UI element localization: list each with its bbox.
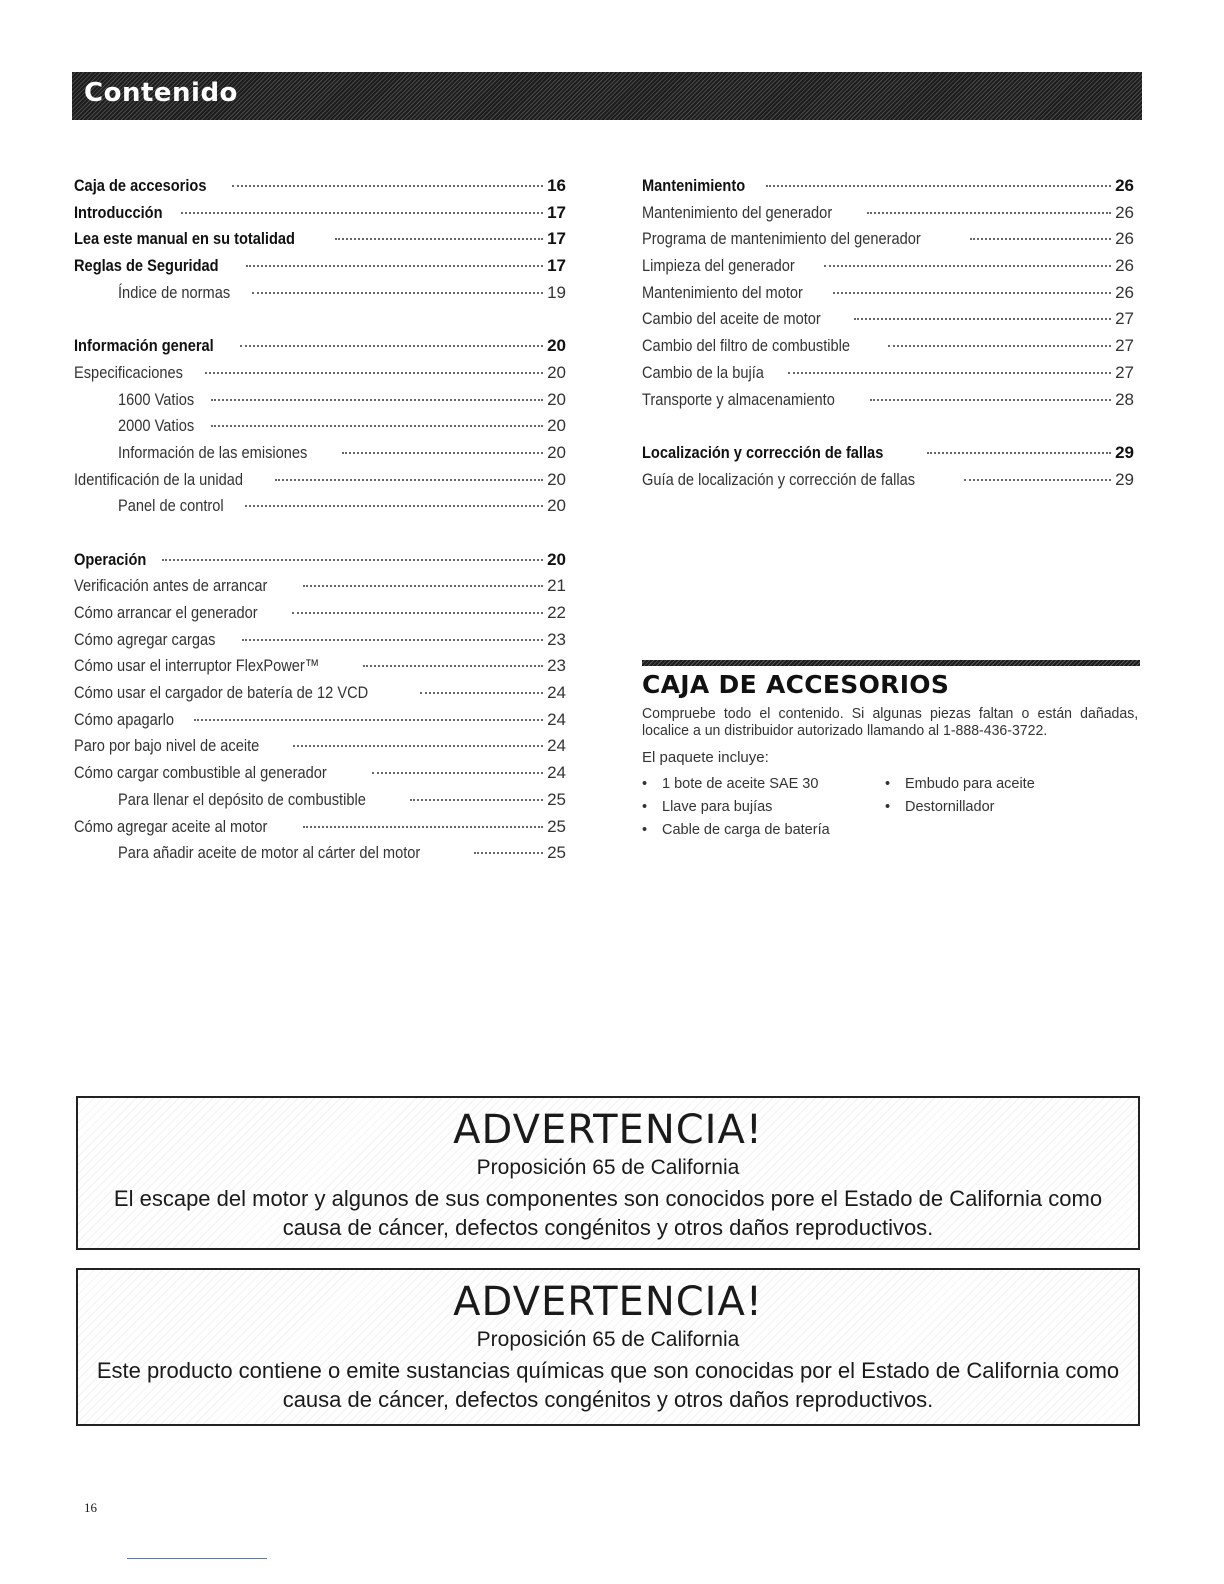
toc-entry-page: 27 <box>1115 309 1134 329</box>
toc-entry <box>74 736 566 763</box>
toc-entry-label: Información de las emisiones <box>118 442 308 462</box>
toc-dot-leader <box>242 639 543 641</box>
toc-dot-leader <box>162 559 543 561</box>
toc-entry-page: 25 <box>547 789 566 809</box>
toc-dot-leader <box>240 345 543 347</box>
toc-entry-label: 2000 Vatios <box>118 416 195 436</box>
warning-heading: ADVERTENCIA! <box>453 1107 763 1153</box>
toc-entry-label: Programa de mantenimiento del generador <box>642 229 921 249</box>
toc-dot-leader <box>420 692 543 694</box>
toc-dot-leader <box>246 265 543 267</box>
toc-entry-page: 24 <box>547 709 566 729</box>
toc-entry-label: Cambio del filtro de combustible <box>642 336 851 356</box>
toc-spacer <box>74 309 566 336</box>
toc-entry <box>74 603 566 630</box>
toc-dot-leader <box>181 212 543 214</box>
toc-entry-page: 23 <box>547 629 566 649</box>
toc-entry-page: 22 <box>547 603 566 622</box>
accessory-text: Compruebe todo el contenido. Si algunas piezas faltan o están dañadas, localice a un distribuidor autorizado llamando al 1-888-436-3722. <box>642 705 1139 739</box>
footer-rule <box>127 1558 267 1559</box>
warning-body <box>78 1356 1138 1414</box>
toc-dot-leader <box>474 852 544 854</box>
toc-entry-label: Cómo apagarlo <box>74 709 174 729</box>
toc-entry <box>74 630 566 657</box>
toc-entry-label: Operación <box>74 549 147 569</box>
toc-entry-page: 24 <box>547 736 566 756</box>
toc-entry <box>642 470 1134 497</box>
toc-entry <box>642 256 1134 283</box>
toc-entry <box>74 843 566 870</box>
toc-entry-page: 27 <box>1115 362 1134 382</box>
warning-line: Este producto contiene o emite sustancias químicas que son conocidas por el Estado de California como <box>96 1358 1120 1383</box>
toc-entry-page: 16 <box>547 176 566 195</box>
toc-dot-leader <box>303 826 543 828</box>
toc-dot-leader <box>970 238 1111 240</box>
toc-dot-leader <box>766 185 1111 187</box>
toc-dot-leader <box>252 292 543 294</box>
toc-entry-label: Especificaciones <box>74 362 183 382</box>
contents-title: Contenido <box>84 78 238 108</box>
toc-entry <box>642 203 1134 230</box>
toc-entry <box>74 710 566 737</box>
toc-entry <box>74 283 566 310</box>
toc-entry-label: Cómo cargar combustible al generador <box>74 763 327 783</box>
toc-dot-leader <box>410 799 543 801</box>
toc-entry <box>642 229 1134 256</box>
toc-entry <box>74 416 566 443</box>
toc-entry-page: 20 <box>547 362 566 382</box>
toc-entry-page: 25 <box>547 843 566 863</box>
toc-dot-leader <box>194 719 543 721</box>
accessory-lists <box>642 776 1140 845</box>
contents-header-bar <box>72 72 1142 120</box>
toc-entry-label: Guía de localización y corrección de fallas <box>642 469 916 489</box>
list-item: • Destornillador <box>885 799 995 815</box>
toc-entry-label: Mantenimiento del motor <box>642 282 803 302</box>
toc-entry-label: Cómo agregar cargas <box>74 629 216 649</box>
toc-entry-page: 26 <box>1115 176 1134 195</box>
accessory-title: CAJA DE ACCESORIOS <box>642 670 950 699</box>
warning-body <box>78 1184 1138 1242</box>
toc-dot-leader <box>245 505 543 507</box>
toc-entry-label: Identificación de la unidad <box>74 469 244 489</box>
toc-entry-page: 20 <box>547 549 566 569</box>
warning-line: causa de cáncer, defectos congénitos y otros daños reproductivos. <box>282 1215 934 1240</box>
toc-entry-page: 23 <box>547 656 566 676</box>
toc-entry-label: Limpieza del generador <box>642 256 795 276</box>
toc-entry-label: Cómo agregar aceite al motor <box>74 816 268 836</box>
toc-entry-page: 25 <box>547 816 566 836</box>
toc-entry-page: 20 <box>547 496 566 516</box>
toc-entry-page: 17 <box>547 256 566 276</box>
list-item: • 1 bote de aceite SAE 30 <box>642 776 819 792</box>
toc-dot-leader <box>788 372 1111 374</box>
toc-entry <box>74 176 566 203</box>
toc-entry-page: 21 <box>547 576 566 596</box>
toc-entry-label: Para añadir aceite de motor al cárter del motor <box>118 843 421 863</box>
toc-dot-leader <box>888 345 1111 347</box>
toc-entry-page: 17 <box>547 202 566 222</box>
toc-entry <box>642 176 1134 203</box>
toc-entry <box>642 390 1134 417</box>
toc-entry-page: 26 <box>1115 202 1134 222</box>
toc-entry <box>642 309 1134 336</box>
toc-entry-label: Transporte y almacenamiento <box>642 389 835 409</box>
toc-dot-leader <box>867 212 1111 214</box>
warning-heading: ADVERTENCIA! <box>453 1279 763 1325</box>
toc-entry-label: Panel de control <box>118 496 224 516</box>
toc-dot-leader <box>363 665 543 667</box>
toc-entry-label: Lea este manual en su totalidad <box>74 229 295 249</box>
toc-entry-page: 20 <box>547 442 566 462</box>
toc-entry <box>74 683 566 710</box>
toc-entry-label: 1600 Vatios <box>118 389 195 409</box>
toc-entry-page: 24 <box>547 763 566 783</box>
toc-entry <box>74 256 566 283</box>
toc-dot-leader <box>205 372 543 374</box>
warning-subheading: Proposición 65 de California <box>476 1328 740 1351</box>
accessory-rule <box>642 660 1140 666</box>
toc-entry-label: Mantenimiento del generador <box>642 202 833 222</box>
toc-entry-label: Información general <box>74 336 214 356</box>
accessory-box-section <box>642 660 1140 845</box>
toc-spacer <box>74 523 566 550</box>
toc-entry <box>74 443 566 470</box>
toc-entry-label: Verificación antes de arrancar <box>74 576 268 596</box>
toc-entry <box>74 817 566 844</box>
toc-entry-label: Localización y corrección de fallas <box>642 442 884 462</box>
toc-entry <box>74 390 566 417</box>
toc-entry-label: Cómo usar el interruptor FlexPower™ <box>74 656 320 676</box>
toc-entry-page: 29 <box>1115 442 1134 462</box>
toc-entry <box>74 229 566 256</box>
toc-left-column <box>74 176 566 870</box>
toc-entry-label: Cómo usar el cargador de batería de 12 VCD <box>74 683 369 703</box>
toc-dot-leader <box>232 185 543 187</box>
toc-entry-label: Índice de normas <box>118 282 231 302</box>
accessory-list-a <box>642 776 885 845</box>
toc-entry-page: 26 <box>1115 282 1134 302</box>
toc-entry <box>74 763 566 790</box>
toc-dot-leader <box>211 399 544 401</box>
toc-entry <box>74 336 566 363</box>
toc-entry <box>74 550 566 577</box>
toc-entry-page: 28 <box>1115 389 1134 409</box>
toc-dot-leader <box>335 238 543 240</box>
toc-entry <box>642 443 1134 470</box>
toc-dot-leader <box>870 399 1111 401</box>
warning-line: causa de cáncer, defectos congénitos y otros daños reproductivos. <box>282 1387 934 1412</box>
toc-dot-leader <box>854 318 1111 320</box>
toc-entry-page: 20 <box>547 389 566 409</box>
toc-dot-leader <box>292 612 544 614</box>
toc-entry-label: Reglas de Seguridad <box>74 256 219 276</box>
toc-entry <box>74 203 566 230</box>
toc-entry-label: Mantenimiento <box>642 176 746 195</box>
list-item: • Cable de carga de batería <box>642 822 830 838</box>
toc-entry-label: Cambio de la bujía <box>642 362 764 382</box>
toc-dot-leader <box>293 745 543 747</box>
accessory-list-b <box>885 776 1035 845</box>
toc-entry <box>74 363 566 390</box>
toc-entry-label: Para llenar el depósito de combustible <box>118 789 366 809</box>
toc-entry-page: 20 <box>547 416 566 436</box>
toc-right-column <box>642 176 1134 496</box>
toc-dot-leader <box>211 425 544 427</box>
toc-spacer <box>642 416 1134 443</box>
toc-entry-label: Introducción <box>74 202 163 222</box>
warning-box-2 <box>76 1268 1140 1426</box>
toc-dot-leader <box>927 452 1111 454</box>
toc-entry-label: Paro por bajo nivel de aceite <box>74 736 260 756</box>
toc-entry-label: Cambio del aceite de motor <box>642 309 821 329</box>
toc-dot-leader <box>342 452 543 454</box>
page-number: 16 <box>84 1500 97 1515</box>
toc-entry <box>74 790 566 817</box>
toc-entry-label: Caja de accesorios <box>74 176 207 195</box>
toc-entry <box>74 656 566 683</box>
toc-entry <box>74 576 566 603</box>
toc-entry-page: 29 <box>1115 469 1134 489</box>
toc-entry-page: 20 <box>547 336 566 356</box>
toc-dot-leader <box>303 585 543 587</box>
toc-dot-leader <box>964 479 1112 481</box>
toc-dot-leader <box>372 772 543 774</box>
toc-entry-page: 24 <box>547 683 566 703</box>
toc-entry-page: 20 <box>547 469 566 489</box>
toc-entry <box>74 470 566 497</box>
toc-dot-leader <box>275 479 543 481</box>
toc-entry-page: 26 <box>1115 256 1134 276</box>
toc-entry-page: 26 <box>1115 229 1134 249</box>
toc-entry-label: Cómo arrancar el generador <box>74 603 258 622</box>
warning-box-1 <box>76 1096 1140 1250</box>
list-item: • Embudo para aceite <box>885 776 1035 792</box>
toc-dot-leader <box>824 265 1111 267</box>
toc-entry-page: 17 <box>547 229 566 249</box>
toc-entry <box>74 496 566 523</box>
toc-entry-page: 27 <box>1115 336 1134 356</box>
toc-entry <box>642 336 1134 363</box>
accessory-subtitle: El paquete incluye: <box>642 749 769 766</box>
toc-entry <box>642 363 1134 390</box>
warning-line: El escape del motor y algunos de sus componentes son conocidos pore el Estado de California como <box>113 1186 1103 1211</box>
toc-entry <box>642 283 1134 310</box>
toc-dot-leader <box>833 292 1111 294</box>
list-item: • Llave para bujías <box>642 799 773 815</box>
toc-entry-page: 19 <box>547 282 566 302</box>
warning-subheading: Proposición 65 de California <box>476 1156 740 1179</box>
